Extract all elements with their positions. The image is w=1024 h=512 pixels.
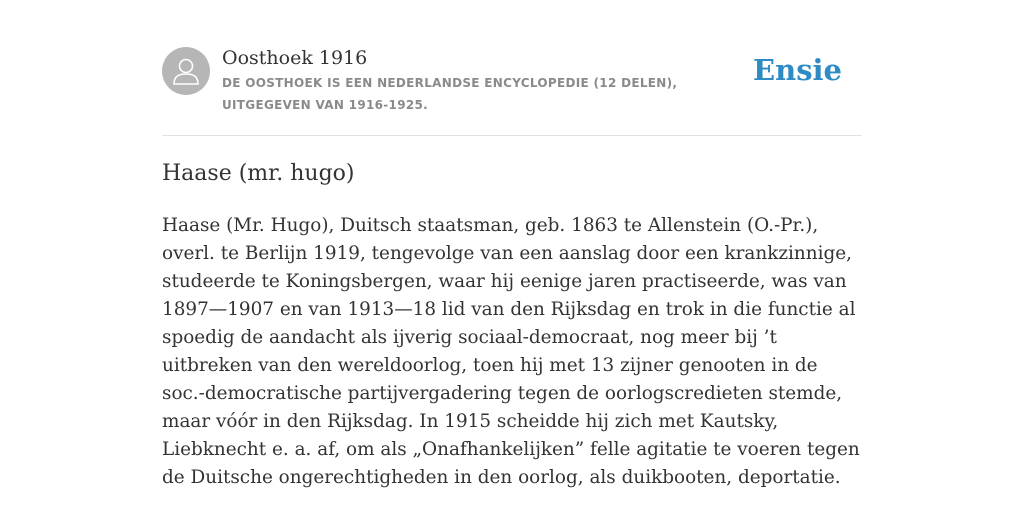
divider xyxy=(162,135,862,136)
user-icon xyxy=(162,47,210,95)
article-body: Haase (Mr. Hugo), Duitsch staatsman, geb. 1863 te Allenstein (O.-Pr.), overl. te Berlijn 1919, tengevolge van een aanslag door een krankzinnige, studeerde te Koningsbergen, waar hij eenige jaren practiseerde, was van 1897—1907 en van 1913—18 lid van den Rijksdag en trok in die functie al spoedig de aandacht als ijverig sociaal-democraat, nog meer bij ’t uitbreken van den wereldoorlog, toen hij met 13 zijner genooten in de soc.-democratische partijvergadering tegen de oorlogscredieten stemde, maar vóór in den Rijksdag. In 1915 scheidde hij zich met Kautsky, Liebknecht e. a. af, om als „Onafhankelijken” felle agitatie te voeren tegen de Duitsche ongerechtigheden in den oorlog, als duikbooten, deportatie. xyxy=(162,215,860,488)
source-header xyxy=(162,46,862,116)
source-title[interactable]: Oosthoek 1916 xyxy=(222,47,368,69)
article-title: Haase (mr. hugo) xyxy=(162,161,355,186)
brand-logo[interactable]: Ensie xyxy=(753,53,842,87)
source-description: DE OOSTHOEK IS EEN NEDERLANDSE ENCYCLOPEDIE (12 DELEN), UITGEGEVEN VAN 1916-1925. xyxy=(222,76,678,112)
